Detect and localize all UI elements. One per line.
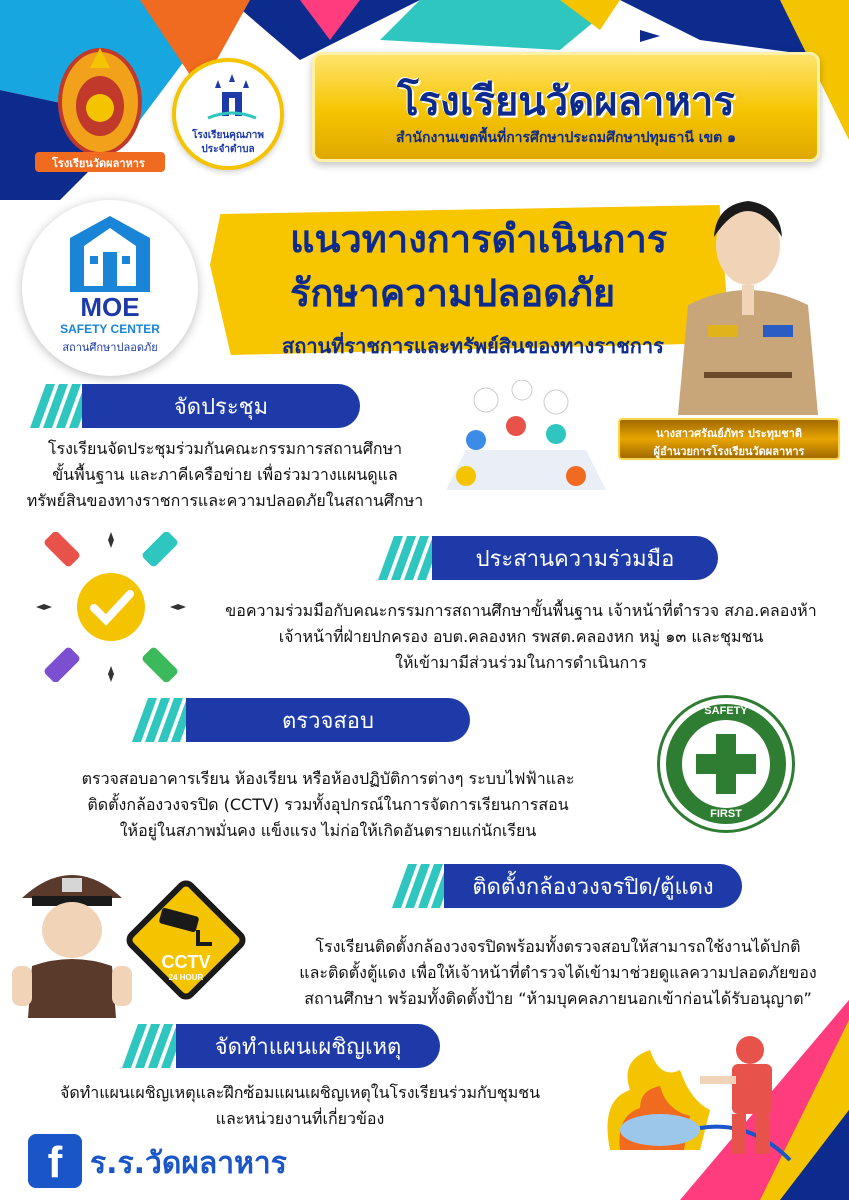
facebook-icon[interactable]: f	[28, 1134, 82, 1188]
section-stripes	[386, 536, 434, 580]
section-stripes	[400, 864, 448, 908]
school-emblem-logo	[30, 40, 170, 180]
section-heading-cctv: ติดตั้งกล้องวงจรปิด/ตู้แดง	[444, 864, 742, 908]
section-cctv-text	[278, 934, 838, 1012]
guide-title	[290, 212, 667, 320]
cctv-label: CCTV	[161, 952, 211, 972]
safety-badge-top: SAFETY	[704, 705, 748, 717]
guide-title-line2: รักษาความปลอดภัย	[290, 271, 616, 315]
section-heading-emergency-plan: จัดทำแผนเผชิญเหตุ	[176, 1024, 440, 1068]
section-stripes	[140, 698, 188, 742]
text-line: จัดทำแผนเผชิญเหตุและฝึกซ้อมแผนเผชิญเหตุในโรงเรียนร่วมกับชุมชน	[59, 1083, 541, 1102]
director-photo	[668, 175, 828, 415]
text-line: ตรวจสอบอาคารเรียน ห้องเรียน หรือห้องปฏิบัติการต่างๆ ระบบไฟฟ้าและ	[81, 769, 575, 788]
text-line: และติดตั้งตู้แดง เพื่อให้เจ้าหน้าที่ตำรวจได้เข้ามาช่วยดูแลความปลอดภัยของ	[299, 963, 817, 982]
cctv-sublabel: 24 HOUR	[168, 973, 204, 982]
director-caption	[618, 418, 840, 460]
camera-icon	[156, 906, 216, 950]
quality-school-logo	[172, 58, 284, 170]
school-title-banner	[312, 52, 820, 162]
school-name: โรงเรียนวัดผลาหาร	[397, 79, 735, 125]
facebook-page-name[interactable]: ร.ร.วัดผลาหาร	[90, 1146, 287, 1181]
director-name: นางสาวศรัณย์ภัทร ประทุมชาติ	[655, 427, 802, 440]
guide-subtitle: สถานที่ราชการและทรัพย์สินของทางราชการ	[282, 334, 664, 358]
section-cooperation-text	[196, 598, 846, 676]
text-line: ให้อยู่ในสภาพมั่นคง แข็งแรง ไม่ก่อให้เกิดอันตรายแก่นักเรียน	[119, 821, 537, 840]
moe-safety-center-logo	[22, 200, 198, 376]
director-portrait	[668, 175, 828, 415]
firefighter-illustration	[600, 1020, 800, 1170]
text-line: ติดตั้งกล้องวงจรปิด (CCTV) รวมทั้งอุปกรณ์ในการจัดการเรียนการสอน	[87, 795, 569, 814]
section-heading-inspection: ตรวจสอบ	[186, 698, 470, 742]
moe-subtitle: SAFETY CENTER	[60, 322, 160, 336]
moe-title: MOE	[80, 292, 140, 322]
quality-caption-2: ประจำตำบล	[201, 144, 255, 155]
safety-first-badge	[660, 698, 792, 830]
text-line: และหน่วยงานที่เกี่ยวข้อง	[215, 1109, 385, 1128]
education-office: สำนักงานเขตพื้นที่การศึกษาประถมศึกษาปทุมธานี เขต ๑	[396, 130, 736, 146]
section-heading-meeting: จัดประชุม	[82, 384, 360, 428]
police-officer-illustration	[12, 858, 132, 1018]
plus-cross-icon	[696, 734, 756, 794]
text-line: เจ้าหน้าที่ฝ่ายปกครอง อบต.คลองหก รพสต.คลองหก หมู่ ๑๓ และชุมชน	[278, 627, 764, 646]
text-line: ให้เข้ามามีส่วนร่วมในการดำเนินการ	[395, 653, 647, 672]
guide-title-line1: แนวทางการดำเนินการ	[290, 217, 668, 261]
section-stripes	[130, 1024, 178, 1068]
section-stripes	[38, 384, 86, 428]
director-position: ผู้อำนวยการโรงเรียนวัดผลาหาร	[653, 445, 805, 458]
section-inspection-text	[28, 766, 628, 844]
text-line: สถานศึกษา พร้อมทั้งติดตั้งป้าย “ห้ามบุคคลภายนอกเข้าก่อนได้รับอนุญาต”	[304, 989, 812, 1008]
text-line: โรงเรียนติดตั้งกล้องวงจรปิดพร้อมทั้งตรวจสอบให้สามารถใช้งานได้ปกติ	[315, 937, 801, 956]
section-meeting-text	[0, 436, 450, 514]
quality-caption-1: โรงเรียนคุณภาพ	[192, 130, 264, 141]
section-emergency-text	[20, 1080, 580, 1132]
school-building-icon	[70, 216, 150, 292]
teamwork-check-icon	[36, 532, 186, 682]
text-line: โรงเรียนจัดประชุมร่วมกันคณะกรรมการสถานศึกษา	[47, 439, 403, 458]
emblem-caption: โรงเรียนวัดผลาหาร	[52, 157, 145, 170]
book-icon	[204, 74, 260, 124]
section-heading-cooperation: ประสานความร่วมมือ	[432, 536, 718, 580]
text-line: ทรัพย์สินของทางราชการและความปลอดภัยในสถานศึกษา	[26, 491, 424, 510]
text-line: ขอความร่วมมือกับคณะกรรมการสถานศึกษาขั้นพื้นฐาน เจ้าหน้าที่ตำรวจ สภอ.คลองห้า	[225, 601, 817, 620]
moe-caption: สถานศึกษาปลอดภัย	[62, 341, 158, 354]
safety-badge-bottom: FIRST	[710, 808, 742, 820]
text-line: ขั้นพื้นฐาน และภาคีเครือข่าย เพื่อร่วมวางแผนดูแล	[52, 465, 398, 484]
meeting-illustration	[436, 380, 606, 504]
cctv-sign	[122, 876, 250, 1004]
